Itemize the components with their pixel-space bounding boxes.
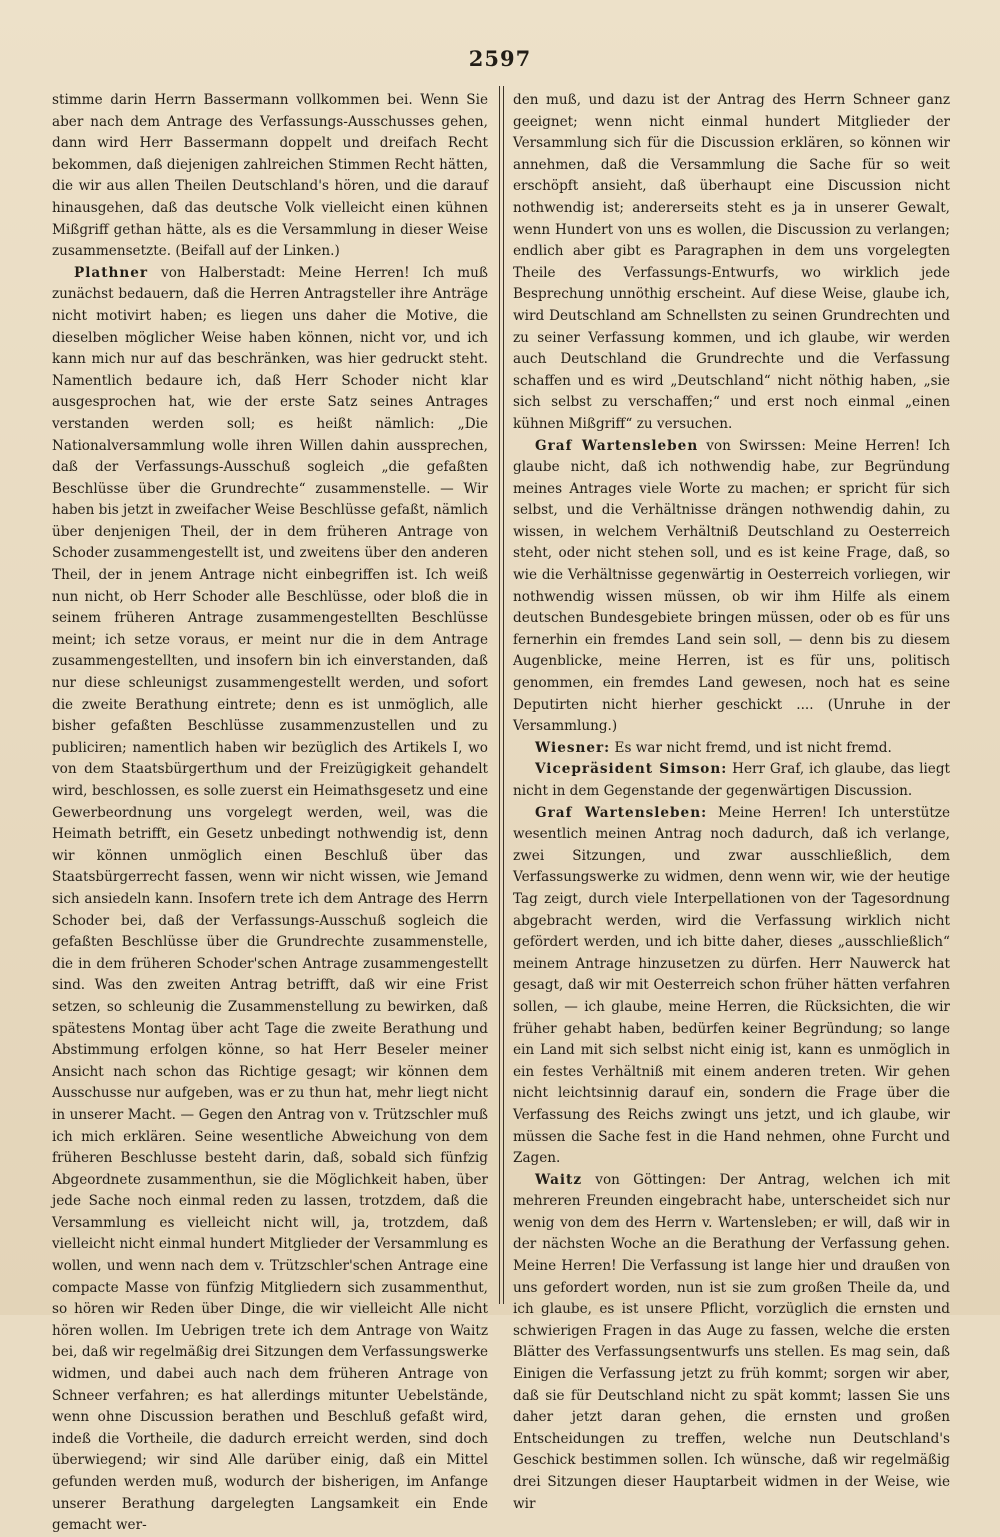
speaker-name: Graf Wartensleben [535, 437, 699, 454]
speaker-name: Vicepräsident Simson: [535, 761, 728, 778]
speaker-name: Wiesner: [535, 739, 611, 756]
paragraph [52, 90, 488, 263]
paragraph-text: Herr Graf, ich glaube, das liegt nicht in dem Gegenstande der gegenwärtigen Discussion. [513, 761, 950, 799]
paragraph-text: Meine Herren! Ich unterstütze wesentlich meinen Antrag noch dadurch, daß ich verlange, zwei Sitzungen, und zwar ausschließlich, dem Verfassungswerke zu widmen, denn wenn wir, wie der heutige Tag zeigt, durch viele Interpellationen von der Tagesordnung abgebracht werden, wird die Verfassung wirklich nicht gefördert werden, und ich bitte daher, dieses „ausschließlich“ meinem Antrage hinzusetzen zu dürfen. Herr Nauwerck hat gesagt, daß wir mit Oesterreich schon früher hätten verfahren sollen, — ich glaube, meine Herren, die Rücksichten, die wir früher gehabt haben, bedürfen keiner Begründung; so lange ein Land mit sich selbst nicht einig ist, kann es unmöglich in ein festes Verhältniß mit einem anderen treten. Wir gehen nicht leichtsinnig darauf ein, sondern die Frage über die Verfassung des Reichs zwingt uns jetzt, und ich glaube, wir müssen die Sache fest in die Hand nehmen, ohne Furcht und Zagen. [513, 804, 951, 1167]
paragraph [513, 1170, 950, 1516]
paragraph-text: von Göttingen: Der Antrag, welchen ich mit mehreren Freunden eingebracht habe, unterscheidet sich nur wenig von dem des Herrn v. Wartensleben; er will, daß wir in der nächsten Woche an die Berathung der Verfassung gehen. Meine Herren! Die Verfassung ist lange hier und draußen von uns gefordert worden, nun ist sie zum großen Theile da, und ich glaube, es ist unsere Pflicht, vorzüglich die ernsten und schwierigen Fragen in das Auge zu fassen, welche die ersten Blätter des Verfassungsentwurfs uns stellen. Es mag sein, daß Einigen die Verfassung jetzt zu früh kommt; sorgen wir aber, daß sie für Deutschland nicht zu spät kommt; lassen Sie uns daher jetzt daran gehen, die ernsten und großen Entscheidungen zu treffen, welche nun Deutschland's Geschick bestimmen sollen. Ich wünsche, daß wir regelmäßig drei Sitzungen dieser Hauptarbeit widmen in der Weise, wie wir [513, 1171, 950, 1512]
paragraph [513, 436, 950, 738]
paragraph-text: Es war nicht fremd, und ist nicht fremd. [610, 739, 892, 756]
paragraph [513, 90, 950, 436]
page-number: 2597 [468, 46, 532, 71]
paragraph-text: von Swirssen: Meine Herren! Ich glaube nicht, daß ich nothwendig habe, zur Begründung meines Antrages viele Worte zu machen; er spricht für sich selbst, und die Verhältnisse drängen nothwendig dahin, zu wissen, in welchem Verhältniß Deutschland zu Oesterreich steht, oder nicht stehen soll, und es ist keine Frage, daß, so wie die Verhältnisse gegenwärtig in Oesterreich vorliegen, wir nothwendig wissen müssen, ob wir ihm Hilfe als einem deutschen Bundesgebiete bringen müssen, oder ob es für uns fernerhin ein fremdes Land sein soll, — denn bis zu diesem Augenblicke, meine Herren, ist es für uns, politisch genommen, ein fremdes Land gewesen, noch hat es seine Deputirten nicht hierher geschickt .... (Unruhe in der Versammlung.) [513, 437, 951, 735]
column-divider [499, 86, 504, 1304]
paragraph [513, 803, 950, 1170]
speaker-name: Plathner [74, 264, 149, 281]
paragraph-text: stimme darin Herrn Bassermann vollkommen bei. Wenn Sie aber nach dem Antrage des Verfassungs-Ausschusses gehen, dann wird Herr Bassermann doppelt und dreifach Recht bekommen, daß diejenigen zahlreichen Stimmen Recht hätten, die wir aus allen Theilen Deutschland's hören, und die darauf hinausgehen, daß das deutsche Volk vielleicht einen kühnen Mißgriff gethan hätte, als es die Versammlung in dieser Weise zusammensetzte. (Beifall auf der Linken.) [52, 92, 488, 260]
paragraph [52, 263, 488, 1537]
right-column [513, 90, 951, 1512]
speaker-name: Graf Wartensleben: [535, 804, 708, 821]
left-column [52, 90, 488, 1534]
paragraph-text: den muß, und dazu ist der Antrag des Herrn Schneer ganz geeignet; wenn nicht einmal hundert Mitglieder der Versammlung sich für die Discussion erklären, so können wir annehmen, daß die Versammlung die Sache für so weit erschöpft ansieht, daß überhaupt eine Discussion nicht nothwendig ist; andererseits steht es ja in unserer Gewalt, wenn Hundert von uns es wollen, die Discussion zu verlangen; endlich aber gibt es Paragraphen in dem uns vorgelegten Theile des Verfassungs-Entwurfs, wo wirklich jede Besprechung unnöthig erscheint. Auf diese Weise, glaube ich, wird Deutschland am Schnellsten zu seinen Grundrechten und zu seiner Verfassung kommen, und ich glaube, wir werden auch Deutschland die Grundrechte und die Verfassung schaffen und es wird „Deutschland“ nicht nöthig haben, „sie sich selbst zu verschaffen;“ und erst noch einmal „einen kühnen Mißgriff“ zu versuchen. [513, 92, 950, 432]
paragraph [513, 759, 950, 802]
speaker-name: Waitz [535, 1171, 583, 1188]
paragraph-text: von Halberstadt: Meine Herren! Ich muß zunächst bedauern, daß die Herren Antragsteller ihre Anträge nicht motivirt haben; es liegen uns daher die Motive, die dieselben möglicher Weise haben können, nicht vor, und ich kann mich nur auf das beschränken, was hier gedruckt steht. Namentlich bedaure ich, daß Herr Schoder nicht klar ausgesprochen hat, wie der erste Satz seines Antrages verstanden werden soll; es heißt nämlich: „Die Nationalversammlung wolle ihren Willen dahin aussprechen, daß der Verfassungs-Ausschuß sogleich „die gefaßten Beschlüsse über die Grundrechte“ zusammenstelle. — Wir haben bis jetzt in zweifacher Weise Beschlüsse gefaßt, nämlich über denjenigen Theil, der in dem früheren Antrage von Schoder zusammengestellt ist, und zweitens über den anderen Theil, der in jenem Antrage nicht einbegriffen ist. Ich weiß nun nicht, ob Herr Schoder alle Beschlüsse, oder bloß die in seinem früheren Antrage zusammengestellten Beschlüsse meint; ich setze voraus, er meint nur die in dem Antrage zusammengestellten, und insofern bin ich einverstanden, daß nur diese schleunigst zusammengestellt werden, und sofort die zweite Berathung eintrete; denn es ist unmöglich, alle bisher gefaßten Beschlüsse zusammenzustellen und zu publiciren; namentlich haben wir bezüglich des Artikels I, wo von dem Staatsbürgerthum und der Freizügigkeit gehandelt wird, beschlossen, es solle zuerst ein Heimathsgesetz und eine Gewerbeordnung uns vorgelegt werden, weil, was die Heimath betrifft, ein Gesetz unbedingt nothwendig ist, denn wir können unmöglich einen Beschluß über das Staatsbürgerrecht fassen, wenn wir nicht wissen, wie Jemand sich ansiedeln kann. Insofern trete ich dem Antrage des Herrn Schoder bei, daß der Verfassungs-Ausschuß sogleich die gefaßten Beschlüsse über die Grundrechte zusammenstelle, die in dem früheren Schoder'schen Antrage zusammengestellt sind. Was den zweiten Antrag betrifft, daß wir eine Frist setzen, so schleunig die Zusammenstellung zu bewirken, daß spätestens Montag über acht Tage die zweite Berathung und Abstimmung erfolgen könne, so hat Herr Beseler meiner Ansicht nach schon das Richtige gesagt; wir können dem Ausschusse nur aufgeben, was er zu thun hat, mehr liegt nicht in unserer Macht. — Gegen den Antrag von v. Trützschler muß ich mich erklären. Seine wesentliche Abweichung von dem früheren Beschlusse besteht darin, daß, sobald sich fünfzig Abgeordnete zusammenthun, sie die Möglichkeit haben, über jede Sache noch einmal reden zu lassen, trotzdem, daß die Versammlung es vielleicht nicht will, ja, trotzdem, daß vielleicht nicht einmal hundert Mitglieder der Versammlung es wollen, und wenn nach dem v. Trützschler'schen Antrage eine compacte Masse von fünfzig Mitgliedern sich zusammenthut, so hören wir Reden über Dinge, die wir vielleicht Alle nicht hören wollen. Im Uebrigen trete ich dem Antrage von Waitz bei, daß wir regelmäßig drei Sitzungen dem Verfassungswerke widmen, und dabei auch nach dem früheren Antrage von Schneer verfahren; es hat allerdings mitunter Uebelstände, wenn ohne Discussion berathen und Beschluß gefaßt wird, indeß die Vortheile, die dadurch erreicht werden, sind doch überwiegend; wir sind Alle darüber einig, daß ein Mittel gefunden werden muß, wodurch der bisherigen, im Anfange unserer Berathung dargelegten Langsamkeit ein Ende gemacht wer- [52, 264, 488, 1534]
paragraph [513, 738, 950, 760]
